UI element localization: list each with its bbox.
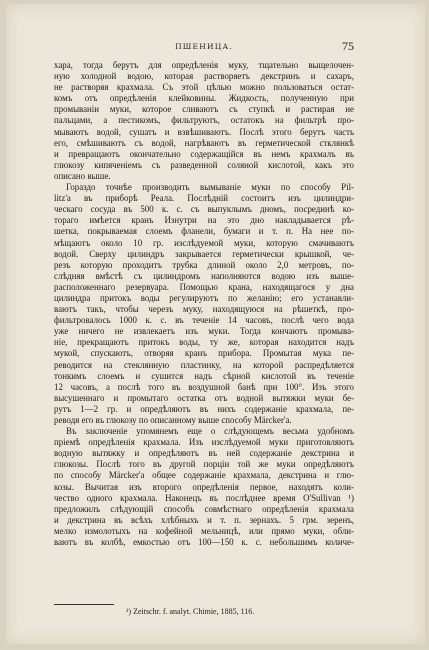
text-line: реводится на стеклянную пластинку, на которой распредѣляется xyxy=(54,359,354,370)
page-header xyxy=(54,39,354,58)
text-line: глюкозы. Послѣ того въ другой порціи той же муки опредѣляютъ xyxy=(54,459,354,470)
page-number: 75 xyxy=(342,39,354,53)
text-line: цилиндра притокъ воды регулируютъ по желанію; его устанавли- xyxy=(54,292,354,303)
text-line: тораго имѣется кранъ Изнутри на это дно накладывается рѣ- xyxy=(54,215,354,226)
footnote: ¹) Zeitschr. f. analyt. Chimie, 1885, 116. xyxy=(126,607,255,616)
text-line: промываніи муки, которое сливаютъ съ ступкѣ и растирая не xyxy=(54,104,354,115)
text-line: по способу Märcker'а общее содержаніе крахмала, декстрина и глю- xyxy=(54,470,354,481)
text-line: шетка, покрываемая слоемъ фланели, бумаги и т. п. На нее по- xyxy=(54,226,354,237)
text-line: уже ничего не извлекаетъ изъ муки. Тогда кончаютъ промыва- xyxy=(54,326,354,337)
text-line: водную вытяжку и опредѣляютъ въ ней содержаніе декстрина и xyxy=(54,448,354,459)
text-line: предложилъ слѣдующій способъ совмѣстнаго опредѣленія крахмала xyxy=(54,503,354,514)
text-line: ческаго сосуда въ 500 к. с. съ выпуклымъ дномъ, посрединѣ ко- xyxy=(54,204,354,215)
text-line: описано выше. xyxy=(54,170,111,181)
text-line: Въ заключеніе упомянемъ еще о слѣдующемъ весьма удобномъ xyxy=(66,426,354,437)
text-line: водой. Сверху цилиндръ закрывается герметически крышкой, че- xyxy=(54,248,354,259)
text-line: ную холодной водою, которая растворяетъ декстринъ и сахаръ, xyxy=(54,71,354,82)
running-title: ПШЕНИЦА. xyxy=(175,42,233,51)
text-line: фильтровалось 1000 к. с. въ теченіе 14 часовъ, послѣ чего вода xyxy=(54,315,354,326)
body-text xyxy=(54,60,354,548)
text-line: не растворяя крахмала. Съ этой цѣлью можно пользоваться остат- xyxy=(54,82,354,93)
text-line: пріемѣ опредѣленія крахмала. Изъ изслѣдуемой муки приготовляютъ xyxy=(54,437,354,448)
book-page xyxy=(6,4,425,644)
text-line: козы. Вычитая изъ второго опредѣленія первое, находятъ коли- xyxy=(54,481,354,492)
text-line: резъ которую проходитъ трубка длиной около 2,0 метровъ, по- xyxy=(54,259,354,270)
text-line: ваютъ въ колбѣ, емкостью отъ 100—150 к. с. небольшимъ количе- xyxy=(54,537,354,548)
text-line: глюкозу кипяченіемъ съ разведенной соляной кислотой, какъ это xyxy=(54,159,354,170)
text-line: рутъ 1—2 гр. и опредѣляютъ въ нихъ содержаніе крахмала, пе- xyxy=(54,403,354,414)
text-line: слѣдняя вмѣстѣ съ цилиндромъ наполняются водою изъ выше- xyxy=(54,270,354,281)
text-line: ваютъ такъ, чтобы черезъ муку, находящуюся на рѣшеткѣ, про- xyxy=(54,304,354,315)
text-line: мѣщаютъ около 10 гр. изслѣдуемой муки, которую смачиваютъ xyxy=(54,237,354,248)
text-line: и превращаютъ окончательно содержащійся въ немъ крахмалъ въ xyxy=(54,148,354,159)
text-line: чество одного крахмала. Наконецъ въ послѣднее время O'Sullivan ¹) xyxy=(54,492,354,503)
text-line: пальцами, а пестикомъ, фильтруютъ, остатокъ на фильтрѣ про- xyxy=(54,115,354,126)
text-line: высушеннаго и промытаго остатка отъ водной вытяжки муки бе- xyxy=(54,392,354,403)
text-line: тонкимъ слоемъ и сушится надъ сѣрной кислотой въ теченіе xyxy=(54,370,354,381)
text-line: мелко измолотыхъ на кофейной мельницѣ, или прямо муки, обли- xyxy=(54,525,354,536)
text-line: его, смѣшиваютъ съ водой, нагрѣваютъ въ герметической стклянкѣ xyxy=(54,137,354,148)
text-line: и декстрина въ всѣхъ хлѣбныхъ и т. п. зернахъ. 5 грм. зеренъ, xyxy=(54,514,354,525)
text-line: расположеннаго резервуара. Помощью крана, находящагося у дна xyxy=(54,281,354,292)
text-line: реводя его въ глюкозу по описанному выше способу Märcker'а. xyxy=(54,415,292,425)
footnote-divider xyxy=(54,604,114,605)
text-line: комъ отъ опредѣленія клейковины. Жидкость, полученную при xyxy=(54,93,354,104)
text-line: Гораздо точнѣе производить вымываніе муки по способу Pil- xyxy=(66,182,354,193)
text-line: 12 часовъ, а послѣ того въ воздушной банѣ при 100°. Изъ этого xyxy=(54,381,354,392)
text-line: litz'а въ приборѣ Реала. Послѣдній состоитъ изъ цилиндри- xyxy=(54,193,354,204)
text-line: ніе, прекращаютъ притокъ воды, ту же, которая находится надъ xyxy=(54,337,354,348)
text-line: мываютъ водой, сушатъ и взвѣшиваютъ. Послѣ этого берутъ часть xyxy=(54,126,354,137)
text-line: мукой, спускаютъ, отворяя кранъ прибора. Промытая мука пе- xyxy=(54,348,354,359)
text-line: хара, тогда берутъ для опредѣленія муку, тщательно выщелочен- xyxy=(54,60,354,70)
